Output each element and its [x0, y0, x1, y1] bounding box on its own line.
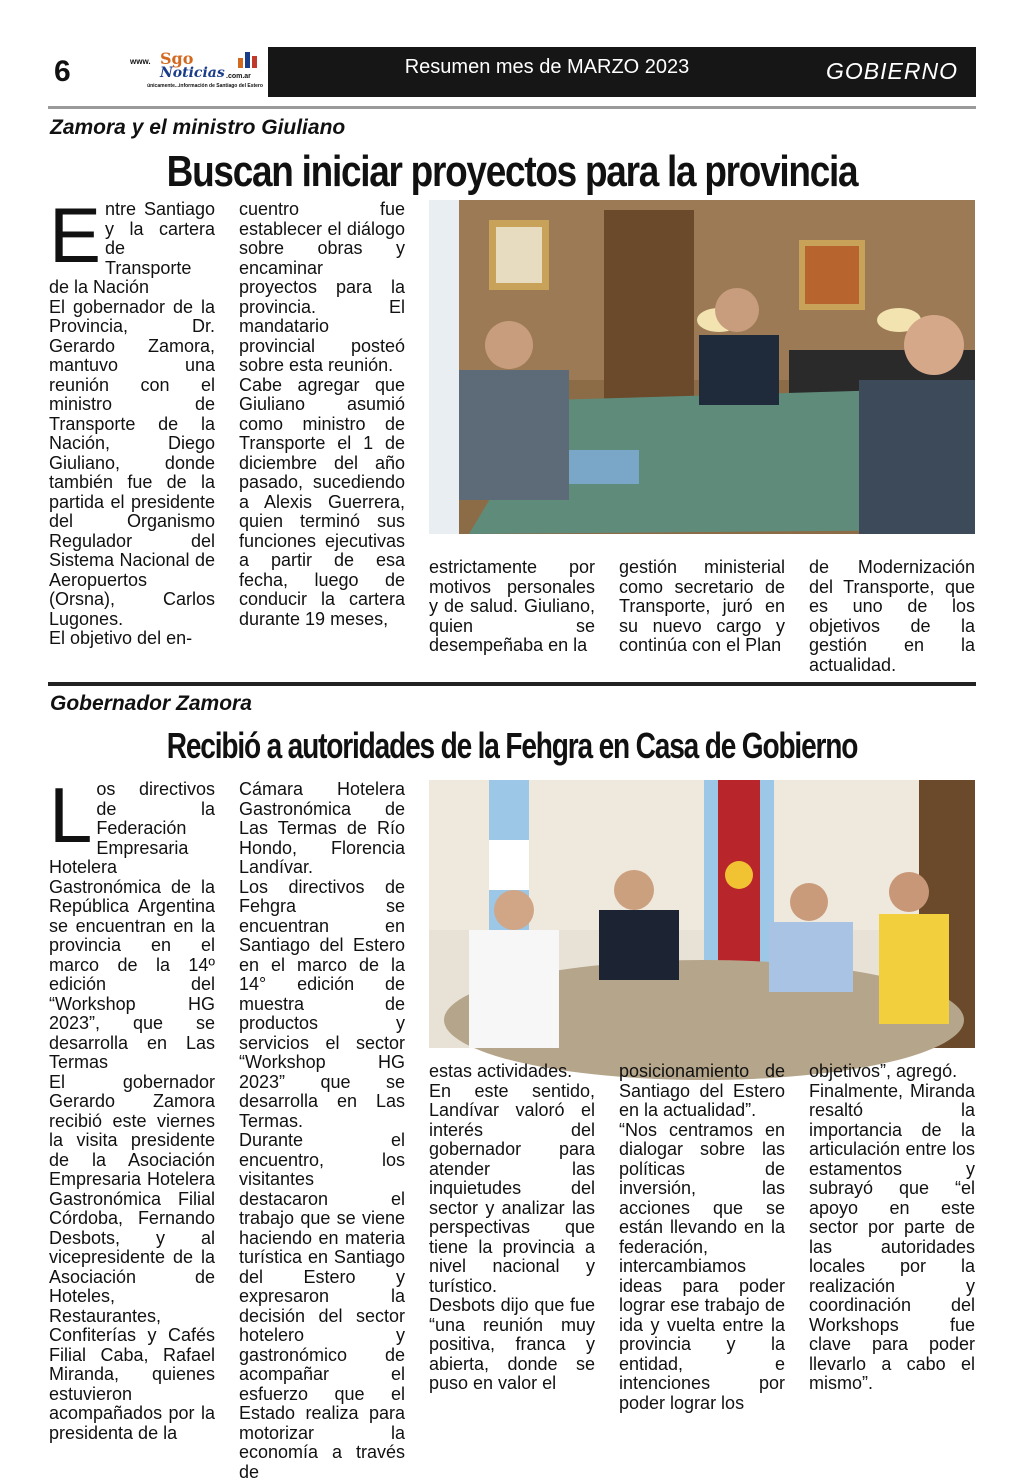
article1-col3-text: estrictamente por motivos personales y de salud. Giuliano, quien se desempeñaba en la: [429, 557, 595, 655]
article2-col2-text: Cámara Hotelera Gastronómica de Las Termas de Río Hondo, Florencia Landívar.: [239, 779, 405, 877]
article1-column-5: [809, 558, 975, 675]
header-rule: [48, 106, 976, 109]
article2-col5-text: objetivos”, agregó.: [809, 1061, 958, 1081]
logo-tagline: únicamente...información de Santiago del Estero: [147, 83, 263, 89]
article2-col1-text: os directivos de la Federación Empresaria Hotelera Gastronómica de la República Argentina se encuentran en la provincia en el marco de la 14º edición del “Workshop HG 2023”, que se desarrolla en Las Termas: [49, 779, 215, 1072]
logo-www: www.: [130, 57, 151, 66]
article2-column-4: [619, 1062, 785, 1413]
page-number: 6: [48, 47, 130, 97]
article1-column-2: [239, 200, 405, 629]
issue-title: Resumen mes de MARZO 2023: [404, 56, 690, 78]
article2-column-1: [49, 771, 215, 1443]
meeting-photo-image: [429, 200, 975, 534]
article1-column-3: [429, 558, 595, 656]
article1-col4-text: gestión ministerial como secretario de Transporte, juró en su nuevo cargo y continúa con el Plan: [619, 557, 785, 655]
page-header: [48, 47, 976, 97]
article2-col2-p3: Durante el encuentro, los visitantes destacaron el trabajo que se viene haciendo en materia turística en Santiago del Estero y expresaron la decisión del sector hotelero y gastronómico de acompañar el esfuerzo que el Estado realiza para motorizar la economía a través de: [239, 1130, 405, 1482]
logo-bars-icon: [238, 52, 260, 68]
article1-column-1: [49, 191, 215, 649]
article2-drop-cap: L: [49, 771, 93, 859]
logo-com: .com.ar: [226, 73, 251, 80]
section-name: GOBIERNO: [826, 58, 958, 84]
article-divider: [48, 682, 976, 686]
article2-col3-p3: Desbots dijo que fue “una reunión muy positiva, franca y abierta, donde se puso en valor el: [429, 1295, 595, 1393]
meeting-photo-image: [429, 780, 975, 1048]
article1-photo: [429, 200, 975, 534]
article1-col1-text: ntre Santiago y la cartera de Transporte de la Nación: [49, 199, 215, 297]
article1-col2-text: cuentro fue establecer el diálogo sobre obras y encaminar proyectos para la provincia. El mandatario provincial posteó sobre esta reunión.: [239, 199, 405, 375]
article1-col5-text: de Modernización del Transporte, que es uno de los objetivos de la gestión en la actualidad.: [809, 557, 975, 675]
article2-col4-text: posicionamiento de Santiago del Estero en la actualidad”.: [619, 1061, 785, 1120]
article1-column-4: [619, 558, 785, 656]
article2-col5-p2: Finalmente, Miranda resaltó la importancia de la articulación entre los estamentos y subrayó que “el apoyo en este sector por parte de las autoridades locales por la realización y coordinación del Workshops fue clave para poder llevarlo a cabo el mismo”.: [809, 1080, 975, 1393]
article1-col1-p3: El objetivo del en-: [49, 628, 193, 648]
article1-col1-p2: El gobernador de la Provincia, Dr. Gerardo Zamora, mantuvo una reunión con el ministro de Transporte de la Nación, Diego Giuliano, donde también fue de la partida el presidente del Organismo Regulador del Sistema Nacional de Aeropuertos (Orsna), Carlos Lugones.: [49, 296, 215, 629]
article2-headline: Recibió a autoridades de la Fehgra en Casa de Gobierno: [166, 725, 858, 766]
logo-sgo: Sgo: [160, 49, 194, 68]
article1-kicker: Zamora y el ministro Giuliano: [50, 116, 346, 139]
article1-col2-p2: Cabe agregar que Giuliano asumió como ministro de Transporte el 1 de diciembre del año pasado, sucediendo a Alexis Guerrera, quien terminó sus funciones ejecutivas a partir de esa fecha, luego de conducir la cartera durante 19 meses,: [239, 374, 405, 629]
article2-col4-p2: “Nos centramos en dialogar sobre las políticas de inversión, las acciones que se están llevando en la federación, intercambiamos ideas para poder lograr ese trabajo de ida y vuelta entre la provincia y la entidad, e intenciones por poder lograr los: [619, 1119, 785, 1413]
article2-col2-p2: Los directivos de Fehgra se encuentran en Santiago del Estero en el marco de la 14° edición de muestra de productos y servicios el sector “Workshop HG 2023” que se desarrolla en Las Termas.: [239, 876, 405, 1131]
article2-col3-p2: En este sentido, Landívar valoró el interés del gobernador para atender las inquietudes del sector y analizar las perspectivas que tiene la provincia a nivel nacional y turístico.: [429, 1080, 595, 1296]
article2-kicker: Gobernador Zamora: [50, 692, 252, 715]
article2-col1-p2: El gobernador Gerardo Zamora recibió este viernes la visita presidente de la Asociación Empresaria Hotelera Gastronómica Filial Córdoba, Fernando Desbots, y al vicepresidente de la Asociación de Hoteles, Restaurantes, Confiterías y Cafés Filial Caba, Rafael Miranda, quienes estuvieron acompañados por la presidenta de la: [49, 1071, 215, 1443]
article2-column-5: [809, 1062, 975, 1394]
header-bar: [268, 47, 976, 97]
article1-headline: Buscan iniciar proyectos para la provincia: [166, 147, 858, 196]
publication-logo: [130, 49, 268, 95]
logo-noticias: Noticias: [160, 65, 225, 81]
article2-column-2: [239, 780, 405, 1482]
article2-photo: [429, 780, 975, 1048]
article2-column-3: [429, 1062, 595, 1394]
article2-col3-text: estas actividades.: [429, 1061, 573, 1081]
article1-drop-cap: E: [49, 191, 102, 279]
